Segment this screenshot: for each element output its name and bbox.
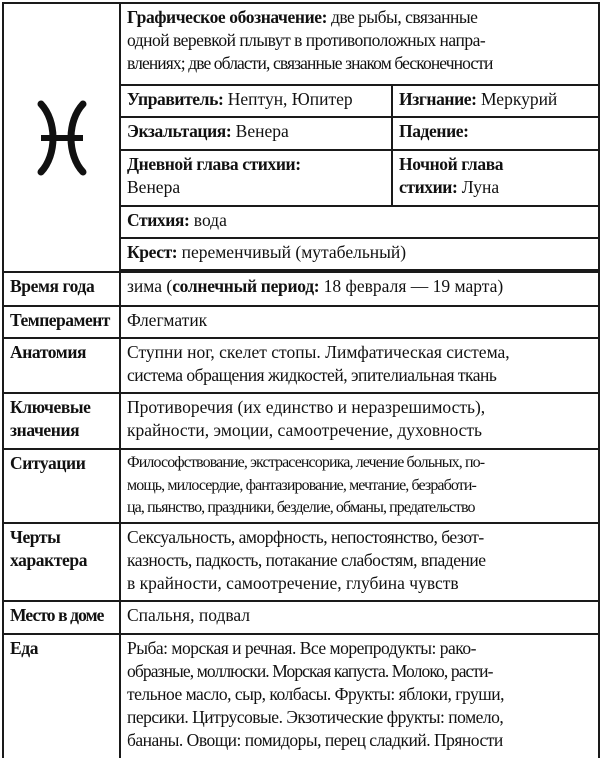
exaltation-cell [120,117,392,150]
exaltation-value: Венера [231,121,289,141]
anatomy-line-1: Ступни ног, скелет стопы. Лимфатическая система, [127,342,510,362]
day-ruler-cell [120,150,392,206]
food-title-text: Еда [10,638,39,658]
situations-line-3: ца, пьянство, праздники, безделие, обманы, предательство [127,499,475,516]
symbol-cell [3,3,120,272]
keywords-line-1: Противоречия (их единство и неразрешимость), [127,397,486,417]
food-title [3,634,120,758]
temperament-title [3,306,120,338]
season-row [3,272,599,306]
traits-value [120,523,599,601]
graphic-label: Графическое обозначение: [127,7,328,27]
season-title [3,272,120,306]
traits-row [3,523,599,601]
fall-label: Падение: [399,121,469,141]
traits-line-3: в крайности, самоотречение, глубина чувств [127,573,459,593]
graphic-line-3: влениях; две области, связанные знаком бесконечности [127,53,493,73]
day-ruler-value: Венера [127,177,181,197]
traits-title-2: характера [10,550,88,570]
season-title-text: Время года [10,276,95,296]
night-ruler-value: Луна [457,177,500,197]
anatomy-value [120,338,599,393]
cross-cell [120,238,599,270]
temperament-value [120,306,599,338]
temperament-line-1: Флегматик [127,310,208,330]
ruler-label: Управитель: [127,89,224,109]
graphic-line-1: две рыбы, связанные [327,7,478,27]
day-ruler-label: Дневной глава стихии: [127,154,301,174]
graphic-row [3,3,599,85]
night-ruler-label-2: стихии: [399,177,458,197]
traits-line-2: казность, падкость, потакание слабостям, впадение [127,550,486,570]
keywords-value [120,393,599,449]
home-line-1: Спальня, подвал [127,605,251,625]
exile-label: Изгнание: [399,89,477,109]
food-line-5: бананы. Овощи: помидоры, перец сладкий. Пряности [127,730,503,750]
food-line-3: тельное масло, сыр, колбасы. Фрукты: яблоки, груши, [127,684,504,704]
situations-title-text: Ситуации [10,453,86,473]
traits-title [3,523,120,601]
home-title [3,601,120,634]
pisces-glyph-icon [27,99,97,177]
keywords-title [3,393,120,449]
traits-title-1: Черты [10,527,61,547]
season-value [120,272,599,306]
graphic-line-2: одной веревкой плывут в противоположных напра- [127,30,486,50]
home-row [3,601,599,634]
food-value [120,634,599,758]
food-row [3,634,599,758]
traits-line-1: Сексуальность, аморфность, непостоянство, безот- [127,527,484,547]
exaltation-label: Экзальтация: [127,121,232,141]
situations-line-2: мощь, милосердие, фантазирование, мечтание, безработи- [127,476,476,494]
anatomy-title-text: Анатомия [10,342,87,362]
situations-line-1: Философствование, экстрасенсорика, лечение больных, по- [127,454,485,471]
night-ruler-label-1: Ночной глава [399,154,504,174]
food-line-2: образные, моллюски. Морская капуста. Молоко, расти- [127,661,493,681]
keywords-title-1: Ключевые [10,397,91,417]
food-line-1: Рыба: морская и речная. Все морепродукты: рако- [127,638,476,658]
situations-value [120,449,599,523]
cross-value: переменчивый (мутабельный) [177,242,407,262]
home-title-text: Место в доме [10,605,104,625]
situations-row [3,449,599,523]
ruler-cell [120,85,392,117]
graphic-description [120,3,599,85]
temperament-title-text: Темперамент [10,310,110,330]
cross-label: Крест: [127,242,178,262]
element-cell [120,206,599,238]
exile-value: Меркурий [476,89,558,109]
anatomy-title [3,338,120,393]
temperament-row [3,306,599,338]
anatomy-line-2: система обращения жидкостей, эпителиальная ткань [127,365,497,385]
element-value: вода [189,210,227,230]
pisces-attributes-table [2,2,600,758]
keywords-title-2: значения [10,420,80,440]
keywords-line-2: крайности, эмоции, самоотречение, духовность [127,420,483,440]
element-label: Стихия: [127,210,190,230]
season-pre: зима ( [127,276,173,296]
home-value [120,601,599,634]
keywords-row [3,393,599,449]
season-post: 18 февраля — 19 марта) [319,276,504,296]
food-line-4: персики. Цитрусовые. Экзотические фрукты: помело, [127,707,504,727]
situations-title [3,449,120,523]
night-ruler-cell [392,150,599,206]
anatomy-row [3,338,599,393]
exile-cell [392,85,599,117]
ruler-value: Нептун, Юпитер [223,89,353,109]
fall-cell [392,117,599,150]
season-bold: солнечный период: [172,276,320,296]
